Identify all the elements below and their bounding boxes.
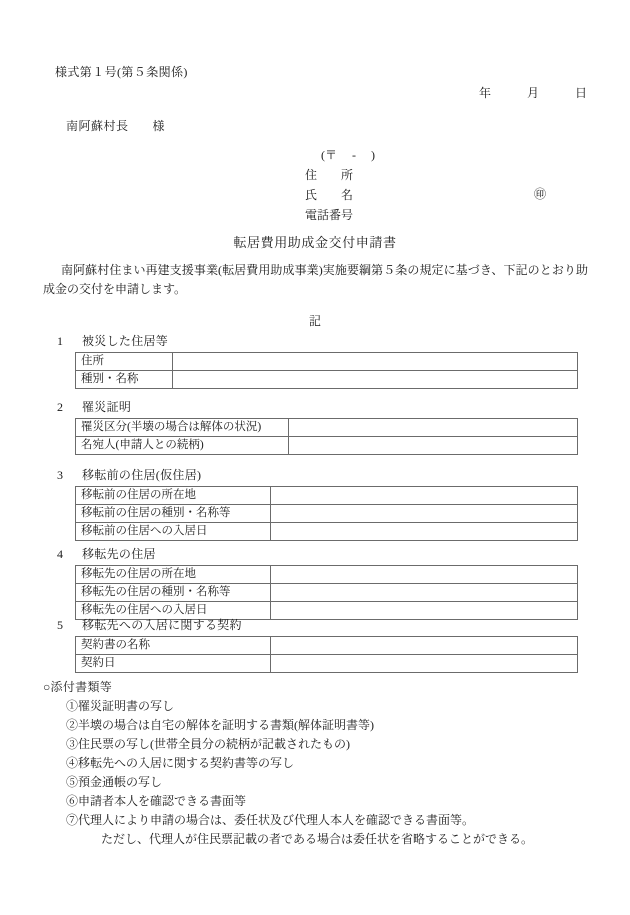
applicant-name-label: 氏 名 [305, 188, 354, 202]
attachments-note: ただし、代理人が住民票記載の者である場合は委任状を省略することができる。 [101, 831, 534, 846]
attachment-item: ⑥申請者本人を確認できる書面等 [66, 793, 247, 808]
attachments-title: ○添付書類等 [43, 680, 113, 694]
field-input[interactable] [271, 566, 578, 584]
table-row [76, 437, 578, 455]
field-label: 移転前の住居への入居日 [76, 523, 271, 541]
field-input[interactable] [271, 584, 578, 602]
field-input[interactable] [289, 419, 578, 437]
section-table-2 [75, 418, 578, 455]
field-label: 住所 [76, 353, 173, 371]
table-row [76, 371, 578, 389]
field-input[interactable] [271, 505, 578, 523]
attachment-item: ⑦代理人により申請の場合は、委任状及び代理人本人を確認できる書面等。 [66, 812, 475, 827]
addressee-honorific: 様 [152, 119, 166, 133]
date-line [479, 84, 587, 102]
field-label: 契約書の名称 [76, 637, 271, 655]
section-heading-2 [0, 398, 630, 416]
attachment-item: ④移転先への入居に関する契約書等の写し [66, 755, 295, 770]
form-number: 様式第１号(第５条関係) [55, 65, 188, 79]
attachments-block [43, 678, 603, 849]
postal-dash: - [352, 148, 356, 162]
section-table-1 [75, 352, 578, 389]
section-title: 移転前の住居(仮住居) [82, 468, 202, 482]
date-month-label: 月 [526, 86, 539, 100]
document-body: 南阿蘇村住まい再建支援事業(転居費用助成事業)実施要綱第５条の規定に基づき、下記のとおり助成金の交付を申請します。 [43, 263, 588, 296]
section-number: 5 [57, 618, 64, 632]
attachment-item: ②半壊の場合は自宅の解体を証明する書類(解体証明書等) [66, 717, 374, 732]
applicant-phone-label: 電話番号 [305, 208, 354, 222]
section-title: 被災した住居等 [82, 334, 169, 348]
table-row [76, 637, 578, 655]
field-input[interactable] [173, 353, 578, 371]
applicant-block [305, 146, 595, 226]
section-1 [0, 332, 630, 389]
table-row [76, 566, 578, 584]
field-label: 移転先の住居の所在地 [76, 566, 271, 584]
table-row [76, 655, 578, 673]
field-label: 移転前の住居の種別・名称等 [76, 505, 271, 523]
applicant-name-row [305, 186, 595, 204]
field-label: 罹災区分(半壊の場合は解体の状況) [76, 419, 289, 437]
section-table-5 [75, 636, 578, 673]
section-title: 移転先への入居に関する契約 [82, 618, 242, 632]
field-input[interactable] [271, 523, 578, 541]
table-row [76, 353, 578, 371]
section-5 [0, 616, 630, 673]
table-row [76, 487, 578, 505]
field-label: 移転先の住居の種別・名称等 [76, 584, 271, 602]
section-table-3 [75, 486, 578, 541]
section-table-4 [75, 565, 578, 620]
seal-icon: ㊞ [534, 187, 547, 201]
field-label: 種別・名称 [76, 371, 173, 389]
section-heading-5 [0, 616, 630, 634]
addressee-name: 南阿蘇村長 [66, 119, 129, 133]
addressee-line [66, 117, 165, 135]
section-number: 2 [57, 400, 64, 414]
table-row [76, 505, 578, 523]
section-heading-3 [0, 466, 630, 484]
field-input[interactable] [271, 487, 578, 505]
table-row [76, 419, 578, 437]
applicant-address-label: 住 所 [305, 168, 354, 182]
field-label: 名宛人(申請人との続柄) [76, 437, 289, 455]
field-input[interactable] [289, 437, 578, 455]
section-title: 移転先の住居 [82, 547, 156, 561]
applicant-phone-row [305, 206, 595, 224]
section-number: 4 [57, 547, 64, 561]
field-input[interactable] [271, 637, 578, 655]
section-2 [0, 398, 630, 455]
field-label: 移転前の住居の所在地 [76, 487, 271, 505]
applicant-address-row [305, 166, 595, 184]
section-number: 3 [57, 468, 64, 482]
section-number: 1 [57, 334, 64, 348]
attachments-list [43, 697, 603, 830]
date-year-label: 年 [478, 86, 491, 100]
table-row [76, 523, 578, 541]
field-label: 移転先の住居への入居日 [76, 602, 271, 620]
attachment-item: ⑤預金通帳の写し [66, 774, 163, 789]
attachment-item: ③住民票の写し(世帯全員分の続柄が記載されたもの) [66, 736, 350, 751]
table-row [76, 584, 578, 602]
date-day-label: 日 [574, 86, 587, 100]
field-input[interactable] [271, 655, 578, 673]
document-title: 転居費用助成金交付申請書 [233, 235, 397, 250]
field-label: 契約日 [76, 655, 271, 673]
section-3 [0, 466, 630, 541]
postal-open-paren: (〒 [321, 148, 337, 162]
field-input[interactable] [173, 371, 578, 389]
section-title: 罹災証明 [82, 400, 132, 414]
section-4 [0, 545, 630, 620]
ki-mark: 記 [308, 314, 321, 328]
section-heading-4 [0, 545, 630, 563]
attachment-item: ①罹災証明書の写し [66, 699, 175, 713]
postal-code-line [321, 146, 595, 164]
postal-close-paren: ) [371, 148, 375, 162]
section-heading-1 [0, 332, 630, 350]
